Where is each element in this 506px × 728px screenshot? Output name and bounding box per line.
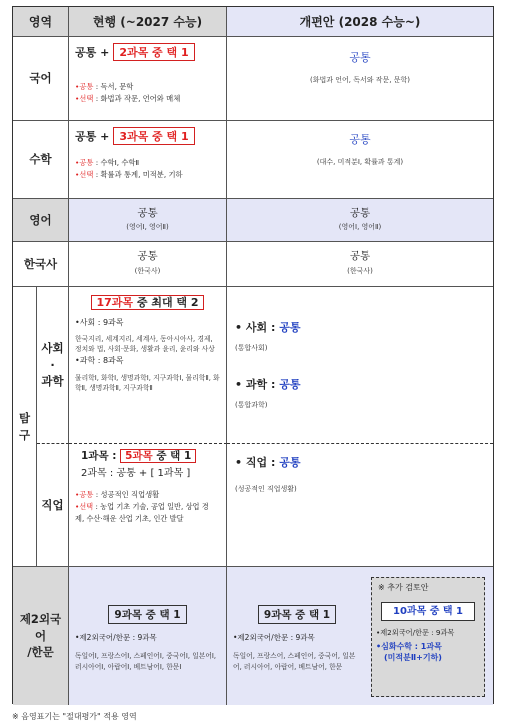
english-current bbox=[69, 199, 227, 242]
revised-vocational-value: 공통 bbox=[279, 456, 301, 469]
math-revised-sub: (대수, 미적분Ⅰ, 확률과 통계) bbox=[316, 158, 404, 166]
header-revised-label: 개편안 (2028 수능~) bbox=[299, 15, 421, 29]
area-korean-label: 국어 bbox=[29, 71, 52, 86]
area-inquiry bbox=[13, 287, 37, 567]
english-revised-main: 공통 bbox=[349, 207, 371, 219]
foreign-current-choice-box: 9과목 중 택 1 bbox=[108, 605, 186, 624]
area-social-science-label bbox=[41, 340, 63, 390]
vocational-choice-box bbox=[120, 449, 196, 463]
foreign-label-3: /한문 bbox=[27, 645, 54, 660]
math-current-select-line bbox=[75, 169, 220, 181]
revised-social-value: 공통 bbox=[279, 321, 301, 334]
english-current-sub: (영어Ⅰ, 영어Ⅱ) bbox=[126, 223, 169, 231]
korean-select-text: : 화법과 작문, 언어와 매체 bbox=[95, 94, 181, 104]
math-current bbox=[69, 121, 227, 199]
math-current-main bbox=[75, 127, 220, 145]
area-english-label: 영어 bbox=[29, 212, 52, 227]
sub-area-science: 과학 bbox=[41, 374, 64, 389]
social-science-revised bbox=[227, 287, 493, 444]
korean-current-main bbox=[75, 43, 220, 61]
area-foreign bbox=[13, 567, 69, 705]
choice-box-rest: 중 최대 택 2 bbox=[136, 296, 199, 309]
vocational-line1 bbox=[75, 448, 220, 463]
vocational-select-line bbox=[75, 501, 220, 523]
social-detail: 한국지리, 세계지리, 세계사, 동아시아사, 경제, 정치와 법, 사회·문화, 생활과 윤리, 윤리와 사상 bbox=[75, 334, 215, 353]
area-vocational-label: 직업 bbox=[41, 497, 64, 512]
vocational-line2: 2과목 : 공통 + [ 1과목 ] bbox=[81, 468, 191, 479]
header-current bbox=[69, 7, 227, 37]
korean-common-label: •공통 bbox=[75, 82, 94, 91]
korean-current-select-line bbox=[75, 93, 220, 105]
foreign-revised-main bbox=[233, 603, 361, 673]
extra-review-line: •제2외국어/한문 : 9과목 bbox=[376, 628, 455, 637]
area-inquiry-label bbox=[19, 410, 30, 443]
korean-revised-sub: (화법과 언어, 독서와 작문, 문학) bbox=[310, 76, 410, 84]
extra-review-box bbox=[371, 577, 485, 697]
vocational-line1-label: 1과목 : bbox=[81, 450, 117, 462]
history-current-sub: (한국사) bbox=[134, 267, 161, 275]
area-foreign-label bbox=[20, 611, 61, 661]
history-revised-sub: (한국사) bbox=[347, 267, 373, 275]
foreign-current-detail: 독일어Ⅰ, 프랑스어Ⅰ, 스페인어Ⅰ, 중국어Ⅰ, 일본어Ⅰ, 러시아어Ⅰ, 아랍어Ⅰ, 베트남어Ⅰ, 한문Ⅰ bbox=[75, 651, 217, 671]
revised-science-line bbox=[235, 376, 485, 392]
korean-current bbox=[69, 37, 227, 121]
vocational-choice-rest: 중 택 1 bbox=[156, 450, 192, 462]
area-korean bbox=[13, 37, 69, 121]
vocational-select-label: •선택 bbox=[75, 502, 94, 512]
revised-social-label: • 사회 : bbox=[235, 321, 276, 334]
vocational-select-text: : 농업 기초 기술, 공업 일반, 상업 경제, 수산·해운 산업 기초, 인간 발달 bbox=[75, 502, 209, 523]
revised-vocational-label: • 직업 : bbox=[235, 456, 276, 469]
korean-revised-main: 공통 bbox=[349, 51, 371, 64]
math-common-text: : 수학Ⅰ, 수학Ⅱ bbox=[95, 158, 140, 167]
header-area-label: 영역 bbox=[28, 15, 53, 29]
history-current bbox=[69, 242, 227, 287]
vocational-common-label: •공통 bbox=[75, 490, 94, 499]
extra-review-choice-box: 10과목 중 택 1 bbox=[381, 602, 475, 621]
sub-area-dot: · bbox=[50, 357, 55, 372]
korean-current-common: 공통 + bbox=[75, 46, 110, 59]
science-detail: 물리학Ⅰ, 화학Ⅰ, 생명과학Ⅰ, 지구과학Ⅰ, 물리학Ⅱ, 화학Ⅱ, 생명과학Ⅱ, 지구과학Ⅱ bbox=[75, 373, 220, 392]
math-select-text: : 확률과 통계, 미적분, 기하 bbox=[95, 170, 183, 180]
foreign-revised-choice-box: 9과목 중 택 1 bbox=[258, 605, 336, 624]
curriculum-table bbox=[12, 6, 494, 704]
foreign-revised bbox=[227, 567, 493, 705]
revised-vocational-line bbox=[235, 454, 485, 470]
extra-review-advanced-math: •심화수학 : 1과목 bbox=[376, 642, 442, 652]
revised-vocational-sub: (성공적인 직업생활) bbox=[235, 485, 297, 493]
history-current-main: 공통 bbox=[137, 250, 158, 262]
math-current-choice-box: 3과목 중 택 1 bbox=[113, 127, 194, 145]
area-social-science bbox=[37, 287, 69, 444]
history-revised-main: 공통 bbox=[349, 250, 371, 262]
social-science-choice-box bbox=[91, 295, 203, 310]
extra-review-advanced-math-detail: (미적분Ⅱ+기하) bbox=[384, 653, 442, 663]
inquiry-label-1: 탐 bbox=[18, 410, 31, 425]
extra-review-title: ※ 추가 검토안 bbox=[378, 583, 429, 592]
foreign-current-line: •제2외국어/한문 : 9과목 bbox=[75, 633, 157, 642]
revised-science-label: • 과학 : bbox=[235, 377, 276, 391]
vocational-current bbox=[69, 444, 227, 567]
english-current-main: 공통 bbox=[137, 207, 158, 219]
choice-box-count: 17과목 bbox=[96, 296, 134, 309]
english-revised-sub: (영어Ⅰ, 영어Ⅱ) bbox=[338, 223, 382, 231]
history-revised bbox=[227, 242, 493, 287]
foreign-revised-line: •제2외국어/한문 : 9과목 bbox=[233, 633, 315, 642]
science-line: •과학 : 8과목 bbox=[75, 355, 124, 365]
area-math-label: 수학 bbox=[29, 152, 52, 167]
foreign-current bbox=[69, 567, 227, 705]
header-current-label: 현행 (~2027 수능) bbox=[92, 15, 203, 29]
revised-science-value: 공통 bbox=[279, 377, 301, 391]
revised-science-sub: (통합과학) bbox=[235, 400, 268, 409]
revised-social-line bbox=[235, 319, 485, 335]
vocational-revised bbox=[227, 444, 493, 567]
korean-revised bbox=[227, 37, 493, 121]
math-current-common-line bbox=[75, 157, 220, 169]
area-vocational bbox=[37, 444, 69, 567]
math-select-label: •선택 bbox=[75, 170, 94, 180]
inquiry-label-2: 구 bbox=[18, 427, 31, 442]
vocational-common-text: : 성공적인 직업생활 bbox=[95, 490, 160, 499]
math-current-common: 공통 + bbox=[75, 130, 110, 143]
area-history bbox=[13, 242, 69, 287]
vocational-common-line bbox=[75, 489, 220, 501]
vocational-choice-count: 5과목 bbox=[125, 450, 153, 462]
foreign-revised-detail: 독일어, 프랑스어, 스페인어, 중국어, 일본어, 러시아어, 아랍어, 베트남어, 한문 bbox=[233, 651, 356, 671]
korean-current-common-line bbox=[75, 81, 220, 93]
math-revised bbox=[227, 121, 493, 199]
korean-current-choice-box: 2과목 중 택 1 bbox=[113, 43, 194, 61]
social-science-current bbox=[69, 287, 227, 444]
korean-select-label: •선택 bbox=[75, 94, 94, 104]
area-english bbox=[13, 199, 69, 242]
math-common-label: •공통 bbox=[75, 158, 94, 167]
area-math bbox=[13, 121, 69, 199]
header-area bbox=[13, 7, 69, 37]
social-line: •사회 : 9과목 bbox=[75, 318, 124, 327]
korean-common-text: : 독서, 문학 bbox=[95, 82, 134, 91]
footnote: ※ 음영표기는 "절대평가" 적용 영역 bbox=[12, 712, 137, 721]
revised-social-sub: (통합사회) bbox=[235, 344, 268, 352]
area-history-label: 한국사 bbox=[23, 256, 58, 271]
sub-area-social: 사회 bbox=[41, 340, 64, 355]
english-revised bbox=[227, 199, 493, 242]
math-revised-main: 공통 bbox=[349, 133, 371, 146]
foreign-label-2: 어 bbox=[34, 628, 47, 643]
header-revised bbox=[227, 7, 493, 37]
foreign-label-1: 제2외국 bbox=[19, 611, 62, 626]
